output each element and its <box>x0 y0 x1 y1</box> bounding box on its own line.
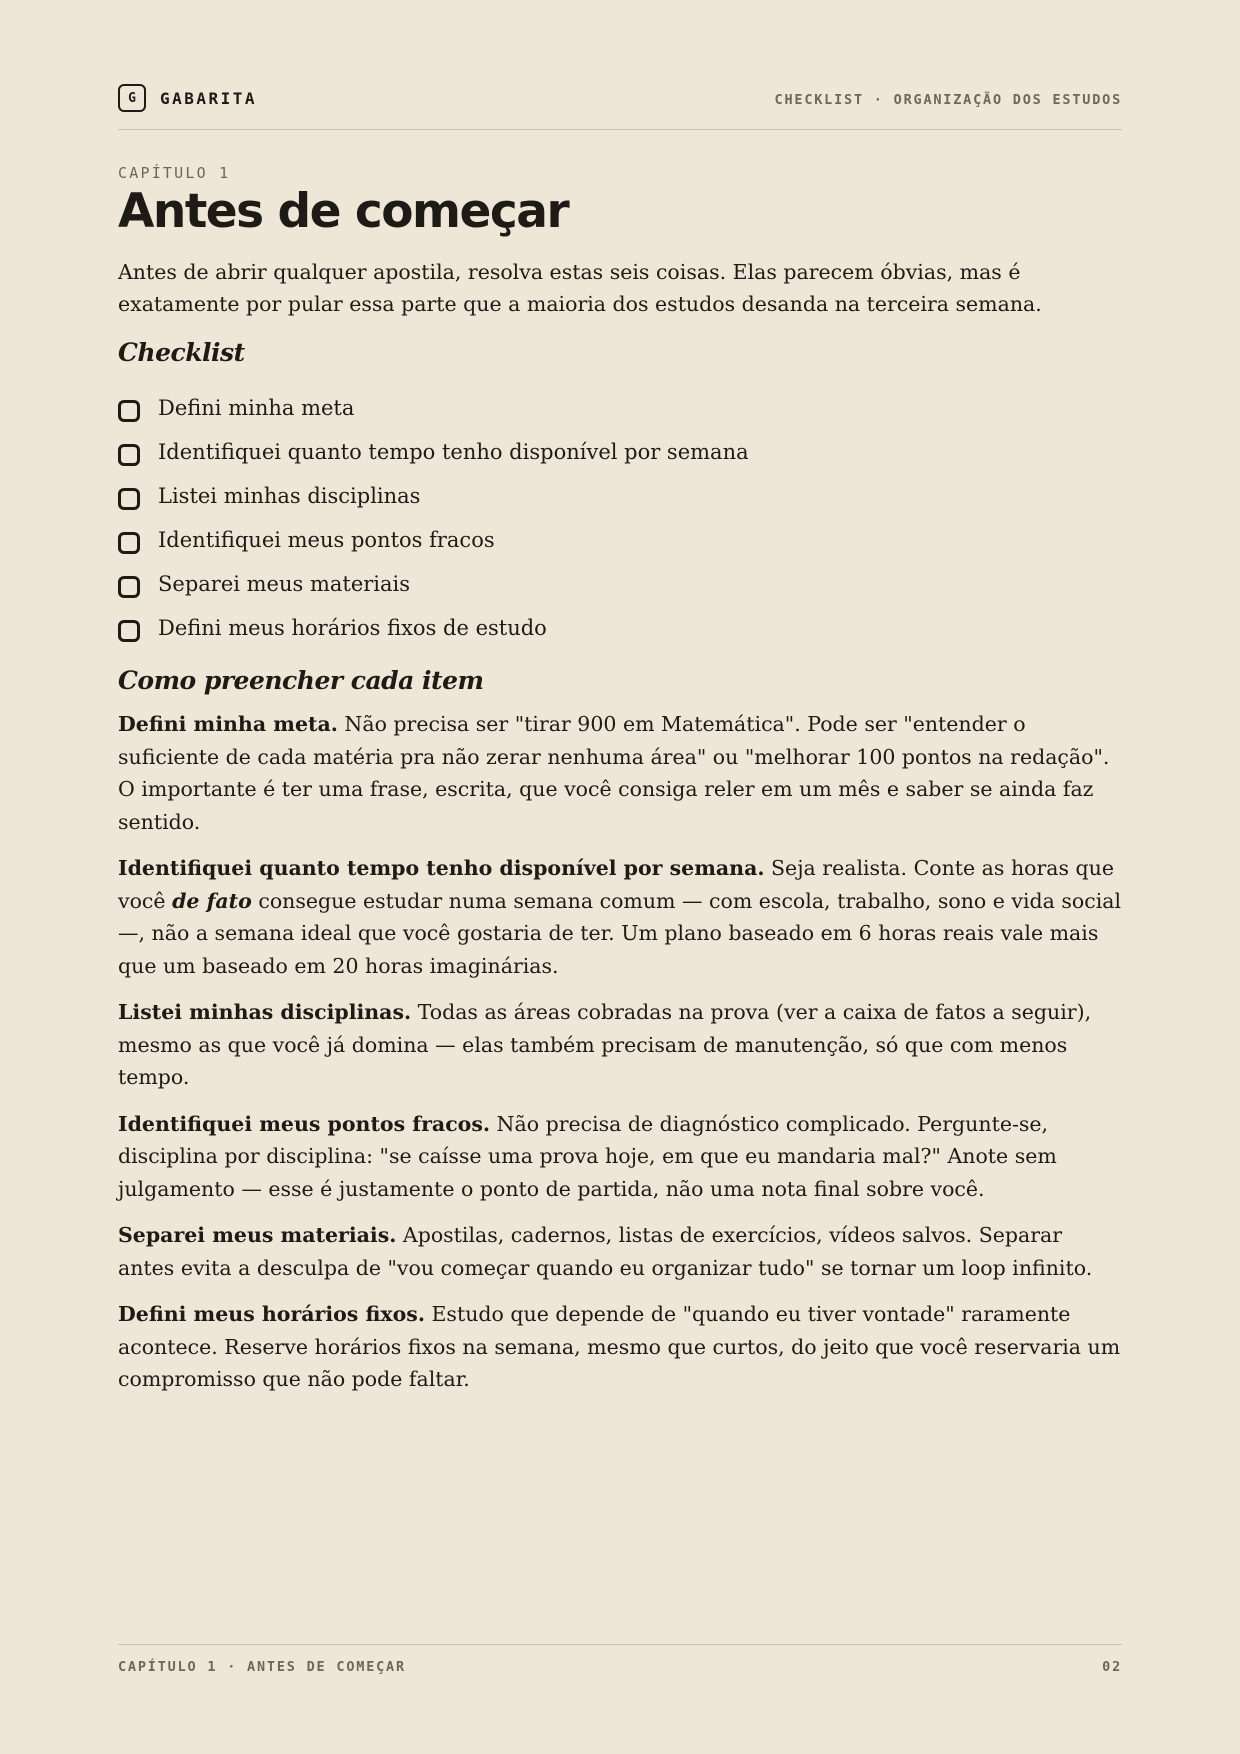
page-footer <box>118 1644 1122 1675</box>
checklist-heading: Checklist <box>118 338 245 367</box>
chapter-intro: Antes de abrir qualquer apostila, resolva estas seis coisas. Elas parecem óbvias, mas é exatamente por pular essa parte que a maioria dos estudos desanda na terceira semana. <box>118 260 1042 316</box>
checklist-item-label: Identifiquei meus pontos fracos <box>158 528 495 552</box>
page-number: 02 <box>1102 1659 1122 1675</box>
checklist-item[interactable] <box>118 606 749 650</box>
howto-text: Não precisa ser "tirar 900 em Matemática". Pode ser "entender o suficiente de cada matéria pra não zerar nenhuma área" ou "melhorar 100 pontos na redação". O importante é ter uma frase, escrita, que você consiga reler em um mês e saber se ainda faz sentido. <box>118 712 1110 834</box>
checkbox[interactable] <box>118 444 140 466</box>
howto-text: Estudo que depende de "quando eu tiver vontade" raramente acontece. Reserve horários fixos na semana, mesmo que curtos, do jeito que você reservaria um compromisso que não pode faltar. <box>118 1302 1121 1391</box>
howto-text: Seja realista. Conte as horas que você <box>118 856 1115 913</box>
howto-lead: Identifiquei quanto tempo tenho disponível por semana. <box>118 856 765 880</box>
howto-text: consegue estudar numa semana comum — com escola, trabalho, sono e vida social —, não a semana ideal que você gostaria de ter. Um plano baseado em 6 horas reais vale mais que um baseado em 20 horas imaginárias. <box>118 888 1122 978</box>
checkbox[interactable] <box>118 576 140 598</box>
checklist-item-label: Separei meus materiais <box>158 572 411 596</box>
checklist-item-label: Defini minha meta <box>158 396 355 420</box>
checklist-item-label: Listei minhas disciplinas <box>158 484 421 508</box>
howto-heading: Como preencher cada item <box>118 666 484 695</box>
howto-text: Todas as áreas cobradas na prova (ver a caixa de fatos a seguir), mesmo as que você já domina — elas também precisam de manutenção, só que com menos tempo. <box>118 1000 1092 1089</box>
footer-section: CAPÍTULO 1 · ANTES DE COMEÇAR <box>118 1659 406 1675</box>
checklist <box>118 386 749 650</box>
checklist-item[interactable] <box>118 518 749 562</box>
howto-text: Apostilas, cadernos, listas de exercícios, vídeos salvos. Separar antes evita a desculpa de "vou começar quando eu organizar tudo" se tornar um loop infinito. <box>118 1223 1093 1280</box>
chapter-kicker: CAPÍTULO 1 <box>118 164 231 182</box>
brand-logo-icon: G <box>118 84 146 112</box>
checkbox[interactable] <box>118 532 140 554</box>
checkbox[interactable] <box>118 400 140 422</box>
checklist-item[interactable] <box>118 474 749 518</box>
checklist-item-label: Identifiquei quanto tempo tenho disponível por semana <box>158 440 749 464</box>
checklist-item[interactable] <box>118 430 749 474</box>
howto-lead: Listei minhas disciplinas. <box>118 1000 412 1024</box>
howto-paragraph-tempo <box>118 852 1122 982</box>
brand <box>118 84 257 112</box>
howto-lead: Identifiquei meus pontos fracos. <box>118 1111 491 1136</box>
checklist-item[interactable] <box>118 386 749 430</box>
howto-paragraph-disciplinas <box>118 996 1122 1094</box>
howto-text: Não precisa de diagnóstico complicado. Pergunte-se, disciplina por disciplina: "se caísse uma prova hoje, em que eu mandaria mal?" Anote sem julgamento — esse é justamente o ponto de partida, não uma nota final sobre você. <box>118 1111 1057 1201</box>
checklist-item-label: Defini meus horários fixos de estudo <box>158 616 547 640</box>
howto-paragraph-meta <box>118 708 1122 838</box>
checkbox[interactable] <box>118 620 140 642</box>
howto-items <box>118 708 1122 1410</box>
brand-name: GABARITA <box>160 88 258 108</box>
howto-lead: Separei meus materiais. <box>118 1223 397 1247</box>
page-header <box>118 84 1122 130</box>
howto-lead: Defini meus horários fixos. <box>118 1302 425 1326</box>
howto-emphasis: de fato <box>172 888 252 913</box>
document-page <box>118 0 1122 1754</box>
howto-paragraph-materiais <box>118 1219 1122 1284</box>
checklist-item[interactable] <box>118 562 749 606</box>
chapter-title: Antes de começar <box>118 184 569 239</box>
howto-lead: Defini minha meta. <box>118 712 338 736</box>
howto-paragraph-horarios <box>118 1298 1122 1396</box>
checkbox[interactable] <box>118 488 140 510</box>
howto-paragraph-pontos-fracos <box>118 1108 1122 1206</box>
document-label: CHECKLIST · ORGANIZAÇÃO DOS ESTUDOS <box>774 92 1122 108</box>
